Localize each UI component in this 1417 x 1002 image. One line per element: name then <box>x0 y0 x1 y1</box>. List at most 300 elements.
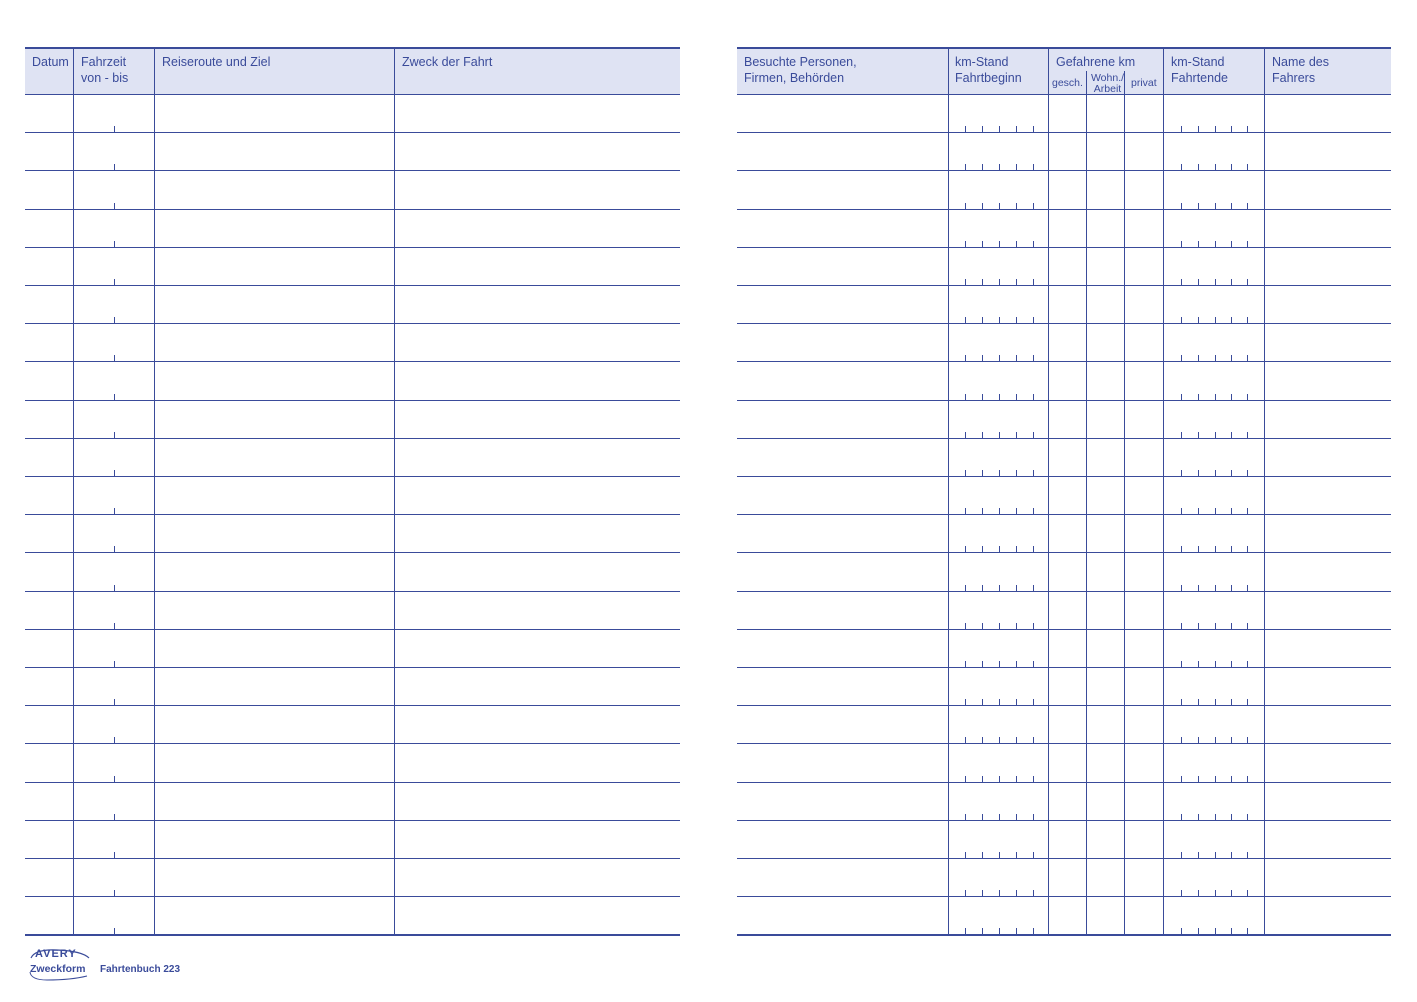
digit-tick <box>1033 699 1034 705</box>
digit-tick <box>1181 737 1182 743</box>
digit-tick <box>1016 470 1017 476</box>
digit-tick <box>1033 317 1034 323</box>
digit-tick <box>999 776 1000 782</box>
digit-tick <box>999 852 1000 858</box>
digit-tick <box>114 508 115 514</box>
footer <box>25 946 325 982</box>
digit-tick <box>1181 852 1182 858</box>
digit-tick <box>1215 776 1216 782</box>
digit-tick <box>1181 585 1182 591</box>
row-line <box>737 667 1391 668</box>
header-name-line1: Name des <box>1272 55 1329 69</box>
digit-tick <box>965 737 966 743</box>
digit-tick <box>114 241 115 247</box>
digit-tick <box>965 317 966 323</box>
digit-tick <box>1215 585 1216 591</box>
digit-tick <box>1016 928 1017 934</box>
digit-tick <box>1247 546 1248 552</box>
header-reiseroute-label: Reiseroute und Ziel <box>162 55 271 69</box>
left-divider-3 <box>394 47 395 936</box>
row-line <box>25 209 680 210</box>
digit-tick <box>1215 699 1216 705</box>
digit-tick <box>114 928 115 934</box>
digit-tick <box>1247 126 1248 132</box>
digit-tick <box>1181 661 1182 667</box>
row-line <box>25 132 680 133</box>
digit-tick <box>1198 355 1199 361</box>
digit-tick <box>114 279 115 285</box>
digit-tick <box>1198 126 1199 132</box>
digit-tick <box>1016 890 1017 896</box>
header-fahrzeit-line1: Fahrzeit <box>81 55 127 69</box>
header-zweck-label: Zweck der Fahrt <box>402 55 493 69</box>
digit-tick <box>1198 164 1199 170</box>
digit-tick <box>1215 126 1216 132</box>
digit-tick <box>1016 241 1017 247</box>
digit-tick <box>1231 203 1232 209</box>
digit-tick <box>114 317 115 323</box>
row-line <box>25 323 680 324</box>
digit-tick <box>982 279 983 285</box>
digit-tick <box>1033 241 1034 247</box>
digit-tick <box>1247 623 1248 629</box>
header-wohn-arbeit <box>1087 71 1125 95</box>
digit-tick <box>114 776 115 782</box>
digit-tick <box>114 852 115 858</box>
digit-tick <box>982 203 983 209</box>
digit-tick <box>114 699 115 705</box>
header-wohn-line1: Wohn./ <box>1090 72 1125 84</box>
digit-tick <box>1231 890 1232 896</box>
digit-tick <box>982 432 983 438</box>
digit-tick <box>1198 890 1199 896</box>
right-divider-4 <box>1124 71 1125 936</box>
digit-tick <box>1231 546 1232 552</box>
digit-tick <box>999 317 1000 323</box>
digit-tick <box>999 623 1000 629</box>
row-line <box>737 896 1391 897</box>
header-zweck <box>395 49 680 95</box>
digit-tick <box>114 355 115 361</box>
digit-tick <box>1231 585 1232 591</box>
header-datum-label: Datum <box>32 55 69 69</box>
digit-tick <box>999 890 1000 896</box>
digit-tick <box>1247 317 1248 323</box>
digit-tick <box>114 585 115 591</box>
row-line <box>25 629 680 630</box>
digit-tick <box>1215 508 1216 514</box>
row-line <box>737 629 1391 630</box>
digit-tick <box>114 203 115 209</box>
digit-tick <box>1181 432 1182 438</box>
digit-tick <box>1231 814 1232 820</box>
digit-tick <box>1231 699 1232 705</box>
digit-tick <box>1198 317 1199 323</box>
digit-tick <box>1016 814 1017 820</box>
digit-tick <box>1198 852 1199 858</box>
row-line <box>737 323 1391 324</box>
digit-tick <box>114 814 115 820</box>
digit-tick <box>1247 585 1248 591</box>
digit-tick <box>1181 546 1182 552</box>
row-line <box>25 705 680 706</box>
digit-tick <box>1181 241 1182 247</box>
digit-tick <box>1181 394 1182 400</box>
right-divider-3 <box>1086 71 1087 936</box>
digit-tick <box>1033 432 1034 438</box>
header-datum <box>25 49 73 95</box>
digit-tick <box>1016 279 1017 285</box>
digit-tick <box>114 164 115 170</box>
digit-tick <box>1181 470 1182 476</box>
row-line <box>737 743 1391 744</box>
header-besuchte-line1: Besuchte Personen, <box>744 55 857 69</box>
header-fahrzeit <box>74 49 155 95</box>
row-line <box>737 476 1391 477</box>
digit-tick <box>1198 737 1199 743</box>
digit-tick <box>114 890 115 896</box>
digit-tick <box>1231 432 1232 438</box>
row-line <box>737 400 1391 401</box>
digit-tick <box>1198 470 1199 476</box>
digit-tick <box>1215 623 1216 629</box>
digit-tick <box>1247 470 1248 476</box>
brand-zweckform: Zweckform <box>30 963 86 975</box>
digit-tick <box>1215 394 1216 400</box>
digit-tick <box>1198 585 1199 591</box>
digit-tick <box>965 508 966 514</box>
digit-tick <box>1215 279 1216 285</box>
digit-tick <box>965 470 966 476</box>
digit-tick <box>1247 928 1248 934</box>
digit-tick <box>1016 737 1017 743</box>
digit-tick <box>1247 394 1248 400</box>
row-line <box>25 743 680 744</box>
digit-tick <box>114 661 115 667</box>
digit-tick <box>1181 279 1182 285</box>
digit-tick <box>1033 661 1034 667</box>
digit-tick <box>1016 776 1017 782</box>
row-line <box>737 591 1391 592</box>
digit-tick <box>1033 164 1034 170</box>
digit-tick <box>999 241 1000 247</box>
footer-title: Fahrtenbuch 223 <box>100 964 181 975</box>
digit-tick <box>1181 623 1182 629</box>
row-line <box>25 896 680 897</box>
digit-tick <box>114 546 115 552</box>
digit-tick <box>1181 203 1182 209</box>
header-km-end-line2: Fahrtende <box>1171 71 1228 85</box>
digit-tick <box>1215 546 1216 552</box>
digit-tick <box>982 164 983 170</box>
digit-tick <box>1247 814 1248 820</box>
digit-tick <box>1231 126 1232 132</box>
digit-tick <box>1016 164 1017 170</box>
right-logbook-page <box>737 47 1391 937</box>
digit-tick <box>999 203 1000 209</box>
digit-tick <box>1231 394 1232 400</box>
digit-tick <box>1247 737 1248 743</box>
row-line <box>25 552 680 553</box>
row-line <box>737 170 1391 171</box>
digit-tick <box>965 928 966 934</box>
row-line <box>25 400 680 401</box>
digit-tick <box>1247 890 1248 896</box>
digit-tick <box>1198 814 1199 820</box>
row-line <box>737 247 1391 248</box>
digit-tick <box>1215 928 1216 934</box>
digit-tick <box>1033 890 1034 896</box>
digit-tick <box>1247 852 1248 858</box>
digit-tick <box>1231 241 1232 247</box>
header-km-end-line1: km-Stand <box>1171 55 1225 69</box>
digit-tick <box>965 623 966 629</box>
digit-tick <box>1181 814 1182 820</box>
digit-tick <box>982 661 983 667</box>
digit-tick <box>1198 776 1199 782</box>
digit-tick <box>982 699 983 705</box>
digit-tick <box>965 394 966 400</box>
digit-tick <box>965 890 966 896</box>
digit-tick <box>1215 317 1216 323</box>
digit-tick <box>1198 623 1199 629</box>
row-line <box>25 858 680 859</box>
digit-tick <box>114 432 115 438</box>
digit-tick <box>965 241 966 247</box>
digit-tick <box>1247 203 1248 209</box>
right-divider-6 <box>1264 47 1265 936</box>
digit-tick <box>1198 279 1199 285</box>
digit-tick <box>1247 241 1248 247</box>
right-divider-5 <box>1163 47 1164 936</box>
digit-tick <box>1198 699 1199 705</box>
row-line <box>25 514 680 515</box>
digit-tick <box>1181 508 1182 514</box>
digit-tick <box>1016 126 1017 132</box>
digit-tick <box>999 699 1000 705</box>
digit-tick <box>114 126 115 132</box>
digit-tick <box>1033 394 1034 400</box>
digit-tick <box>1016 317 1017 323</box>
row-line <box>25 934 680 936</box>
row-line <box>25 285 680 286</box>
digit-tick <box>1215 355 1216 361</box>
digit-tick <box>1215 164 1216 170</box>
header-name-line2: Fahrers <box>1272 71 1316 85</box>
digit-tick <box>1033 546 1034 552</box>
digit-tick <box>999 508 1000 514</box>
digit-tick <box>1247 164 1248 170</box>
header-fahrzeit-line2: von - bis <box>81 71 129 85</box>
digit-tick <box>1033 814 1034 820</box>
digit-tick <box>982 928 983 934</box>
digit-tick <box>982 585 983 591</box>
header-reiseroute <box>155 49 394 95</box>
digit-tick <box>1033 279 1034 285</box>
digit-tick <box>999 279 1000 285</box>
digit-tick <box>1247 508 1248 514</box>
row-line <box>737 514 1391 515</box>
digit-tick <box>1231 279 1232 285</box>
digit-tick <box>1231 661 1232 667</box>
digit-tick <box>1033 623 1034 629</box>
digit-tick <box>982 126 983 132</box>
digit-tick <box>1215 852 1216 858</box>
digit-tick <box>1016 661 1017 667</box>
digit-tick <box>1198 661 1199 667</box>
digit-tick <box>965 814 966 820</box>
row-line <box>25 820 680 821</box>
digit-tick <box>1215 814 1216 820</box>
digit-tick <box>1247 279 1248 285</box>
digit-tick <box>965 432 966 438</box>
right-divider-2 <box>1048 47 1049 936</box>
row-line <box>25 247 680 248</box>
digit-tick <box>999 355 1000 361</box>
digit-tick <box>982 623 983 629</box>
digit-tick <box>982 814 983 820</box>
digit-tick <box>1231 508 1232 514</box>
digit-tick <box>999 432 1000 438</box>
digit-tick <box>1033 737 1034 743</box>
digit-tick <box>999 661 1000 667</box>
header-km-end <box>1164 49 1264 95</box>
digit-tick <box>965 661 966 667</box>
digit-tick <box>1198 241 1199 247</box>
digit-tick <box>1231 355 1232 361</box>
right-divider-1 <box>948 47 949 936</box>
digit-tick <box>114 394 115 400</box>
digit-tick <box>1016 623 1017 629</box>
digit-tick <box>1247 432 1248 438</box>
digit-tick <box>965 355 966 361</box>
digit-tick <box>1231 164 1232 170</box>
row-line <box>737 209 1391 210</box>
row-line <box>737 820 1391 821</box>
digit-tick <box>1215 203 1216 209</box>
row-line <box>25 438 680 439</box>
digit-tick <box>1033 928 1034 934</box>
header-km-start <box>948 49 1048 95</box>
digit-tick <box>1033 470 1034 476</box>
digit-tick <box>1247 661 1248 667</box>
digit-tick <box>982 852 983 858</box>
digit-tick <box>1181 355 1182 361</box>
digit-tick <box>965 852 966 858</box>
header-gefahrene-label: Gefahrene km <box>1056 55 1136 69</box>
digit-tick <box>1016 699 1017 705</box>
digit-tick <box>1215 432 1216 438</box>
digit-tick <box>1016 432 1017 438</box>
digit-tick <box>1181 164 1182 170</box>
digit-tick <box>982 546 983 552</box>
digit-tick <box>965 126 966 132</box>
digit-tick <box>1231 928 1232 934</box>
digit-tick <box>982 776 983 782</box>
digit-tick <box>1215 890 1216 896</box>
digit-tick <box>999 394 1000 400</box>
row-line <box>737 705 1391 706</box>
row-line <box>25 667 680 668</box>
digit-tick <box>999 585 1000 591</box>
digit-tick <box>1231 623 1232 629</box>
digit-tick <box>1198 203 1199 209</box>
digit-tick <box>1033 203 1034 209</box>
row-line <box>737 552 1391 553</box>
header-wohn-line2: Arbeit <box>1093 83 1122 95</box>
digit-tick <box>999 737 1000 743</box>
digit-tick <box>1247 699 1248 705</box>
digit-tick <box>1215 737 1216 743</box>
digit-tick <box>1016 852 1017 858</box>
row-line <box>737 934 1391 936</box>
digit-tick <box>1033 776 1034 782</box>
digit-tick <box>1016 585 1017 591</box>
row-line <box>25 476 680 477</box>
digit-tick <box>965 585 966 591</box>
digit-tick <box>999 126 1000 132</box>
row-line <box>25 361 680 362</box>
digit-tick <box>1231 317 1232 323</box>
header-privat <box>1125 73 1163 93</box>
digit-tick <box>982 737 983 743</box>
row-line <box>25 591 680 592</box>
digit-tick <box>1198 432 1199 438</box>
digit-tick <box>1231 776 1232 782</box>
digit-tick <box>1181 126 1182 132</box>
digit-tick <box>114 737 115 743</box>
left-header-row <box>25 47 680 95</box>
digit-tick <box>1033 126 1034 132</box>
digit-tick <box>1181 317 1182 323</box>
header-gesch-label: gesch. <box>1052 77 1083 89</box>
digit-tick <box>114 470 115 476</box>
digit-tick <box>1181 928 1182 934</box>
digit-tick <box>965 164 966 170</box>
header-besuchte-line2: Firmen, Behörden <box>744 71 845 85</box>
digit-tick <box>1247 776 1248 782</box>
digit-tick <box>1181 776 1182 782</box>
digit-tick <box>999 928 1000 934</box>
digit-tick <box>1181 699 1182 705</box>
left-divider-2 <box>154 47 155 936</box>
digit-tick <box>1016 203 1017 209</box>
digit-tick <box>982 394 983 400</box>
digit-tick <box>965 546 966 552</box>
row-line <box>737 858 1391 859</box>
digit-tick <box>1016 355 1017 361</box>
row-line <box>737 285 1391 286</box>
row-line <box>737 132 1391 133</box>
digit-tick <box>999 814 1000 820</box>
digit-tick <box>1247 355 1248 361</box>
digit-tick <box>1198 508 1199 514</box>
row-line <box>25 170 680 171</box>
digit-tick <box>982 470 983 476</box>
digit-tick <box>965 279 966 285</box>
digit-tick <box>982 241 983 247</box>
left-logbook-page <box>25 47 680 937</box>
digit-tick <box>1198 928 1199 934</box>
digit-tick <box>1198 546 1199 552</box>
row-line <box>737 782 1391 783</box>
header-besuchte <box>737 49 948 95</box>
header-gesch <box>1046 73 1086 93</box>
digit-tick <box>1215 241 1216 247</box>
digit-tick <box>1033 355 1034 361</box>
digit-tick <box>1033 508 1034 514</box>
digit-tick <box>1215 470 1216 476</box>
